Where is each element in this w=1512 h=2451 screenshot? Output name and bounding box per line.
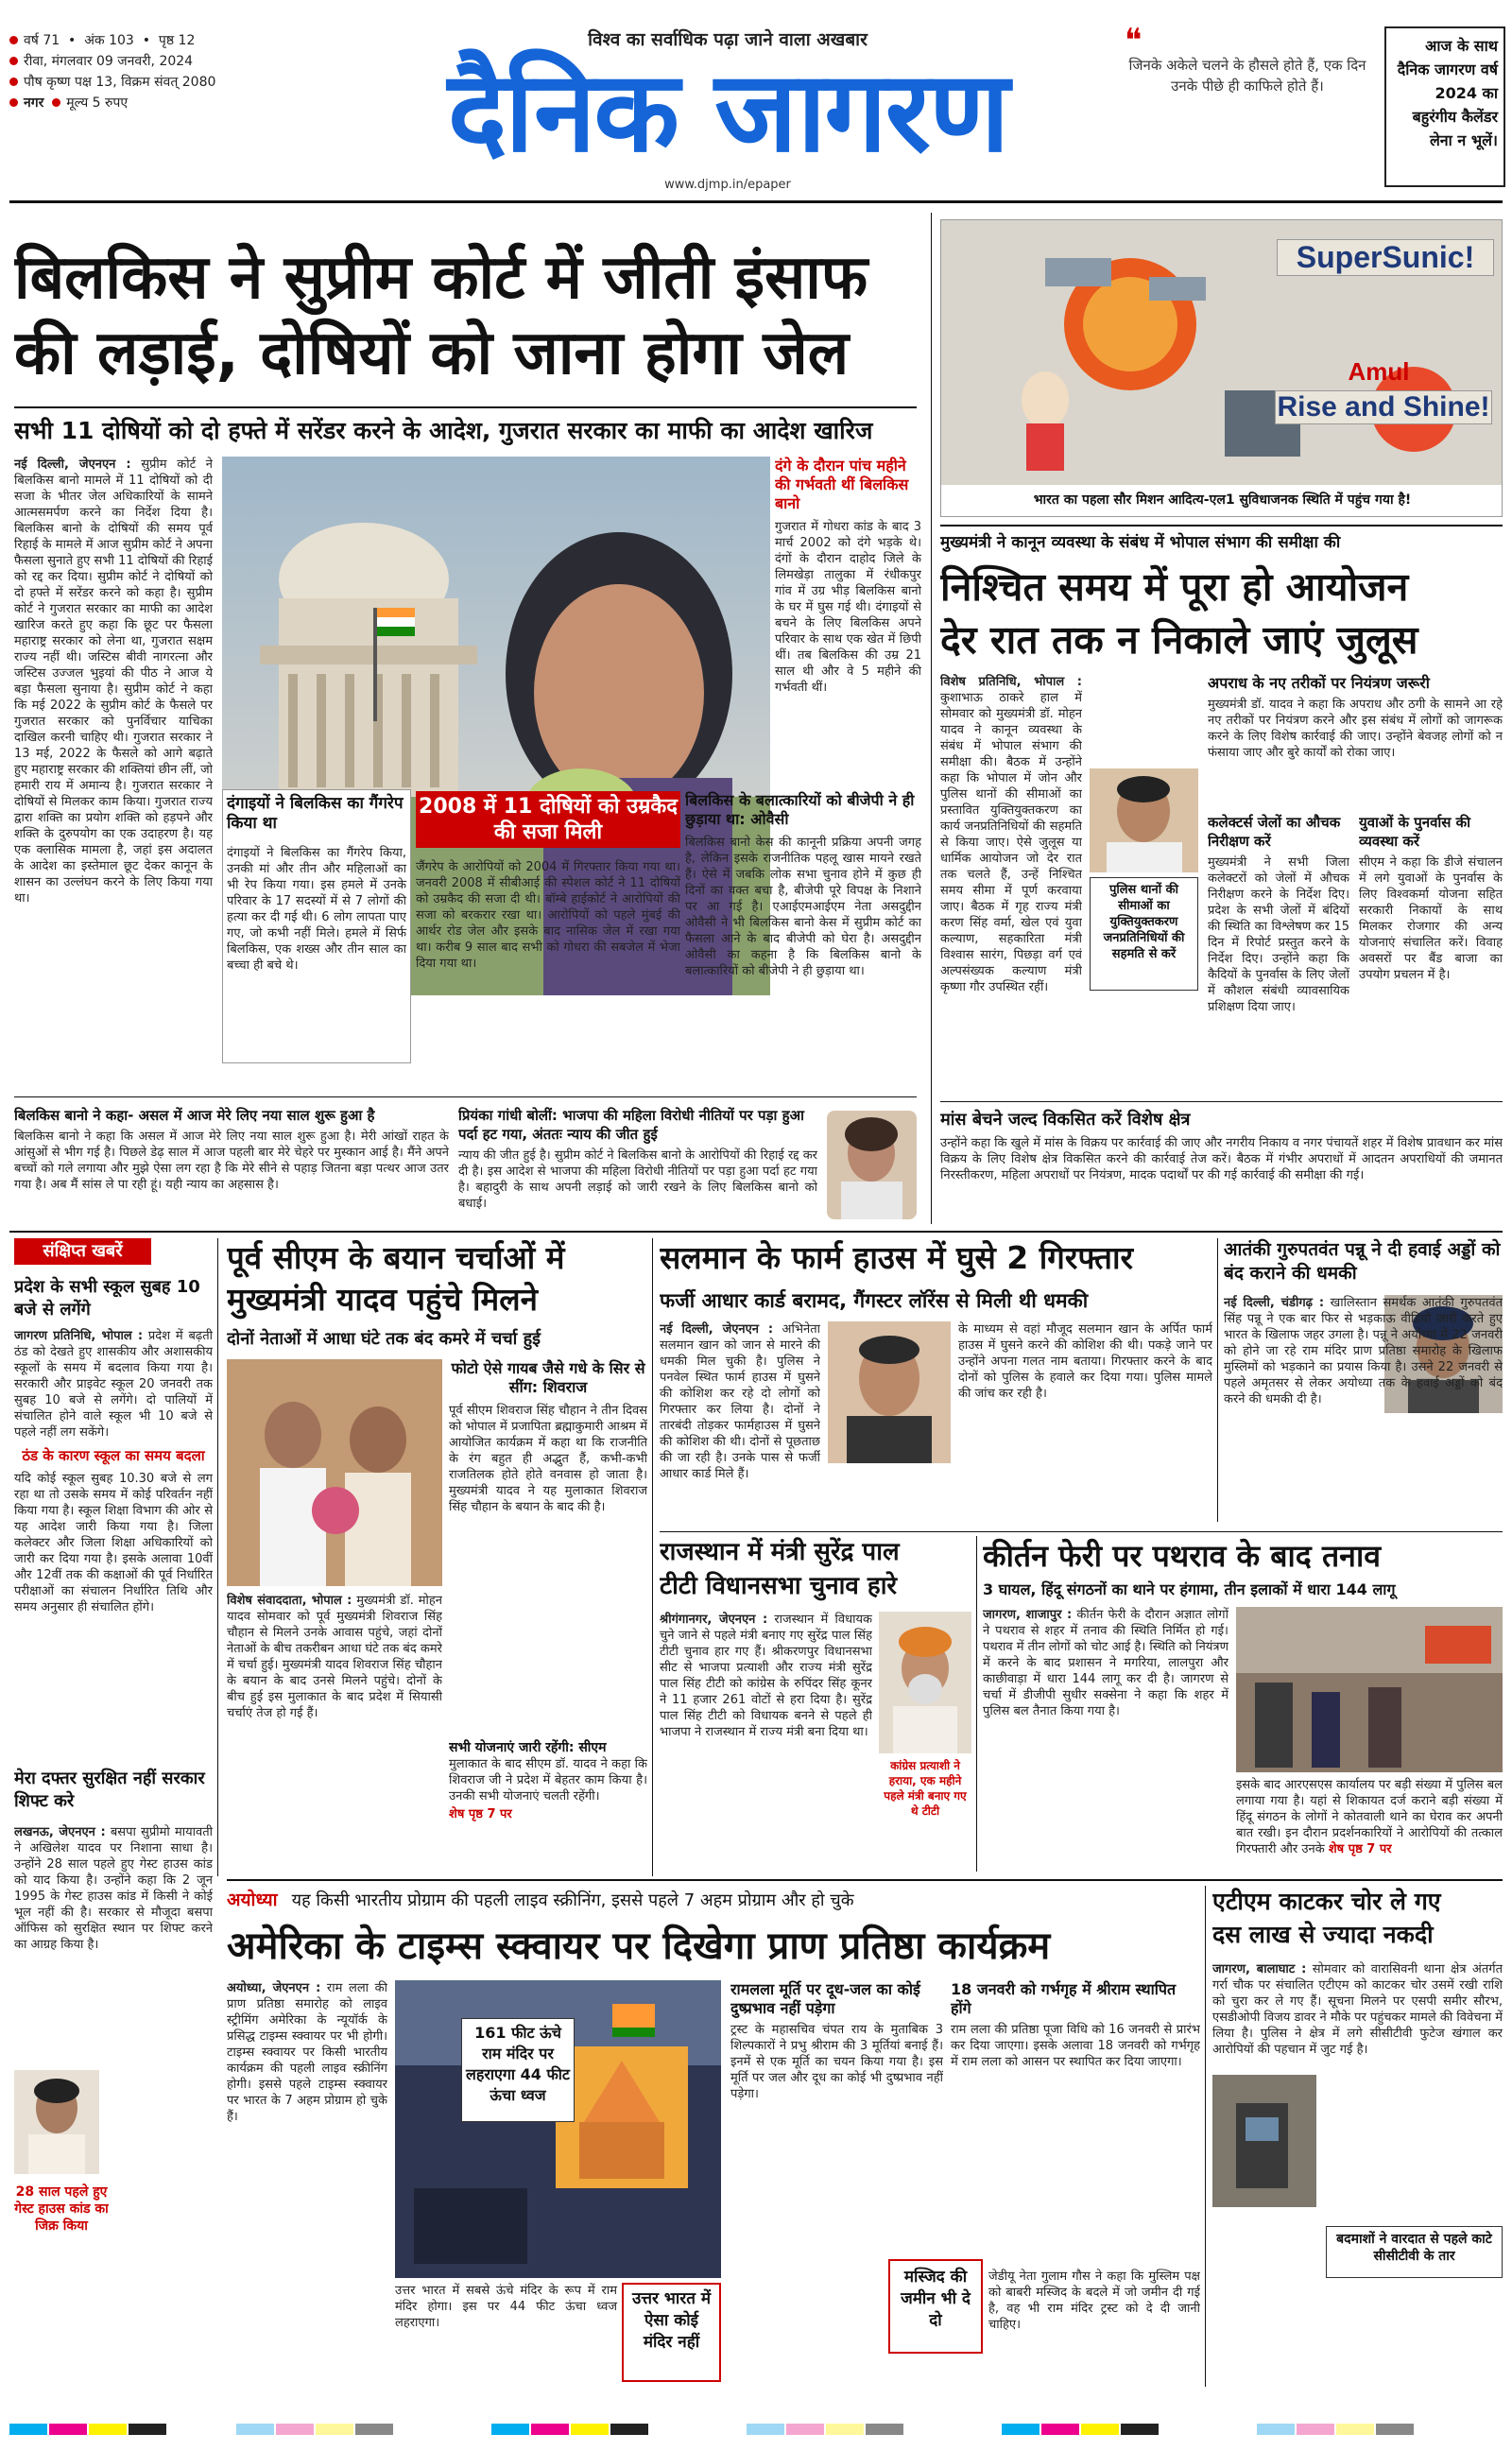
sidebar-title: दंगे के दौरान पांच महीने की गर्भवती थीं बिलकिस बानो <box>775 457 909 512</box>
brief1-box: ठंड के कारण स्कूल का समय बदला <box>22 1447 205 1464</box>
dateline: विशेष संवाददाता, भोपाल : <box>227 1594 352 1608</box>
atm-story <box>1212 1886 1503 2387</box>
box-title: दंगाइयों ने बिलकिस का गैंगरेप किया था <box>227 794 404 833</box>
portrait-image <box>879 1612 971 1753</box>
ayodhya-body-2: उत्तर भारत में सबसे ऊंचे मंदिर के रूप में राम मंदिर होगा। इस पर 44 फीट ऊंचा ध्वज लहराएगा। उत्तर भारत में ऐसा कोई मंदिर नहीं <box>395 2283 721 2382</box>
lead-body <box>14 457 213 1080</box>
salman-body-2 <box>958 1321 1212 1534</box>
rajasthan-headline-1: राजस्थान में मंत्री सुरेंद्र पाल <box>660 1538 900 1566</box>
col-body: राम लला की प्रतिष्ठा पूजा विधि को 16 जनवरी से प्रारंभ कर दिया जाएगा। इसके अलावा 18 जनवरी को गर्भगृह में राम लला को आसन पर स्थापित कर दिया जाएगा। <box>951 2023 1200 2069</box>
cm-headline-2: देर रात तक न निकाले जाएं जुलूस <box>940 617 1418 663</box>
cm-photo-caption: पुलिस थानों की सीमाओं का युक्तियुक्तकरण जनप्रतिनिधियों की सहमति से करें <box>1090 877 1198 991</box>
kirtan-body <box>983 1607 1228 1872</box>
column-divider <box>652 1238 653 1876</box>
salman-headline: सलमान के फार्म हाउस में घुसे 2 गिरफ्तार <box>660 1239 1133 1276</box>
jail-subsection <box>1208 813 1349 1096</box>
ayodhya-headline: अमेरिका के टाइम्स स्क्वायर पर दिखेगा प्राण प्रतिष्ठा कार्यक्रम <box>227 1925 1051 1968</box>
date-line: रीवा, मंगलवार 09 जनवरी, 2024 <box>9 51 340 72</box>
masthead-logo: दैनिक जागरण <box>447 45 1008 177</box>
col-body: ट्रस्ट के महासचिव चंपत राय के मुताबिक 3 शिल्पकारों ने प्रभु श्रीराम की 3 मूर्तियां बनाई हैं। इनमें से एक मूर्ति का चयन किया गया है। इस मूर्ति पर जल और दूध का कोई भी दुष्प्रभाव नहीं पड़ेगा। <box>730 2023 943 2101</box>
header-divider <box>9 200 1503 203</box>
meet-subhead: दोनों नेताओं में आधा घंटे तक बंद कमरे में चर्चा हुई <box>227 1329 541 1349</box>
col-title: रामलला मूर्ति पर दूध-जल का कोई दुष्प्रभाव नहीं पड़ेगा <box>730 1980 920 2017</box>
meet-side-body: पूर्व सीएम शिवराज सिंह चौहान ने तीन दिवस को भोपाल में प्रजापिता ब्रह्माकुमारी आश्रम में आयोजित कार्यक्रम में कहा था कि राजनीति के रंग बहुत ही अद्भुत हैं, कभी-कभी राजतिलक होते होते वनवास हो जाता है। मुख्यमंत्री यादव ने यह मुलाकात शिवराज सिंह चौहान के बयान के बाद की है। <box>449 1404 647 1514</box>
dateline: अयोध्या, जेएनएन : <box>227 1981 321 1995</box>
pannun-body-text: खालिस्तान समर्थक आतंकी गुरुपतवंत सिंह पन्नू ने एक बार फिर से भड़काऊ वीडियो जारी करते हुए भारत के खिलाफ जहर उगला है। पन्नू ने अयोध्या में 22 जनवरी को होने जा रहे राम मंदिर प्राण प्रतिष्ठा समारोह के खिलाफ मुस्लिमों को भड़काने का प्रयास किया है। उसने 22 जनवरी से पहले अमृतसर से लेकर अयोध्या तक के हवाई अड्डों को बंद करने की धमकी दी है। <box>1224 1296 1503 1407</box>
panchang: पौष कृष्ण पक्ष 13, विक्रम संवत् 2080 <box>9 72 340 93</box>
brief1-title: प्रदेश के सभी स्कूल सुबह 10 बजे से लगेंगे <box>14 1277 200 1320</box>
issue-meta: वर्ष 71 • अंक 103 • पृष्ठ 12 <box>9 30 340 51</box>
flag-caption: 161 फीट ऊंचे राम मंदिर पर लहराएगा 44 फीट ऊंचा ध्वज <box>461 2018 575 2122</box>
amul-cartoon <box>940 219 1503 517</box>
atm-headline-1: एटीएम काटकर चोर ले गए <box>1212 1888 1441 1915</box>
cartoon-slogan: Rise and Shine! <box>1275 390 1492 424</box>
dateline: जागरण, शाजापुर : <box>983 1608 1073 1622</box>
section-divider <box>227 1879 1503 1881</box>
sidebar-body: गुजरात में गोधरा कांड के बाद 3 मार्च 2002 को दंगे भड़के थे। दंगों के दौरान दाहोद जिले के लिमखेड़ा तालुका में रंधीकपुर गांव में उग्र भीड़ बिलकिस बानो के घर में घुस गई थी। दंगाइयों से बचने के लिए बिलकिस अपने परिवार के साथ एक खेत में छिपी थीं। तब बिलकिस की उम्र 21 साल थी और वे 5 महीने की गर्भवती थीं। <box>775 520 921 695</box>
tagline: विश्व का सर्वाधिक पढ़ा जाने वाला अखबार <box>588 29 868 50</box>
atm-caption: बदमाशों ने वारदात से पहले काटे सीसीटीवी के तार <box>1326 2226 1503 2278</box>
ayodhya-body <box>227 1980 387 2382</box>
brief1-body <box>14 1328 213 1763</box>
brief-body-text: यदि कोई स्कूल सुबह 10.30 बजे से लग रहा था तो उसके समय में कोई परिवर्तन नहीं किया गया है। स्कूल शिक्षा विभाग की ओर से यह आदेश जारी किया गया है। जिला कलेक्टर और जिला शिक्षा अधिकारियों को जारी कर दिया गया है। इसके अलावा 10वीं और 12वीं तक की कक्षाओं की पूर्व निर्धारित परीक्षाओं का संचालन निर्धारित तिथि और समय अनुसार ही संचालित होंगे। <box>14 1472 213 1614</box>
meet-photo <box>227 1359 442 1586</box>
quote-icon: ❝ <box>1125 26 1143 60</box>
lead-story <box>14 213 926 1229</box>
issue-info <box>9 30 340 172</box>
subsection-title: युवाओं के पुनर्वास की व्यवस्था करें <box>1359 814 1471 850</box>
masjid-box: मस्जिद की जमीन भी दे दो <box>888 2259 983 2354</box>
cartoon-brand: Amul <box>1348 357 1410 386</box>
tt-photo <box>879 1612 971 1753</box>
cm-story <box>940 525 1503 1243</box>
continued-link[interactable]: शेष पृष्ठ 7 पर <box>449 1807 512 1821</box>
box-body: जैंगरेप के आरोपियों को 2004 में गिरफ्तार किया गया था। जनवरी 2008 में सीबीआई की स्पेशल कोर्ट ने 11 दोषियों को उम्रकैद की सजा दी थी। बॉम्बे हाईकोर्ट ने आरोपियों की सजा को बरकरार रखा था। आरोपियों को पहले मुंबई की आर्थर रोड जेल और इसके बाद नासिक जेल में रखा गया था। करीब 9 साल बाद सभी को गोधरा की सबजेल में भेजा दिया गया था। <box>416 860 680 971</box>
ayodhya-label: अयोध्या <box>227 1890 278 1910</box>
portrait-image <box>1090 768 1198 872</box>
atm-scene-photo <box>1212 2075 1316 2207</box>
box-body: दंगाइयों ने बिलकिस का गैंगरेप किया, उनकी मां और तीन और महिलाओं का भी रेप किया गया। इस हमले में उनके परिवार के 17 सदस्यों में से 7 लोगों की हत्या कर दी गई थी। 6 लोग लापता पाए गए, जो कभी नहीं मिले। हमले में सिर्फ बिलकिस, एक शख्स और तीन साल का बच्चा ही बचे थे। <box>227 846 406 973</box>
bullet-icon <box>9 36 18 44</box>
divider <box>660 1531 1503 1532</box>
salman-story <box>660 1238 1212 1541</box>
masjid-body-text: जेडीयू नेता गुलाम गौस ने कहा कि मुस्लिम पक्ष को बाबरी मस्जिद के बदले में जो जमीन दी गई है, वह भी राम मंदिर ट्रस्ट को दे दी जानी चाहिए। <box>988 2270 1200 2332</box>
dateline: जागरण प्रतिनिधि, भोपाल : <box>14 1329 144 1343</box>
subsection-body: उन्होंने कहा कि खुले में मांस के विक्रय पर कार्रवाई की जाए और नगरीय निकाय व नगर पंचायतें शहर में विशेष प्रावधान कर मांस विक्रय के लिए विशेष क्षेत्र विकसित करने की कार्रवाई तेज करें। बैठक में गंभीर अपराधों में आदतन अपराधियों की जमानत निरस्तीकरण, महिला अपराधों पर नियंत्रण, मादक पदार्थों पर की गई कार्रवाई की समीक्षा की गई। <box>940 1136 1503 1182</box>
column-divider <box>976 1536 977 1872</box>
meet-side <box>449 1359 647 1737</box>
owaisi-box <box>685 791 921 1084</box>
brief2-title: मेरा दफ्तर सुरक्षित नहीं सरकार शिफ्ट करे <box>14 1769 205 1811</box>
epaper-url[interactable]: www.djmp.in/epaper <box>664 178 791 192</box>
box-title: 2008 में 11 दोषियों को उम्रकैद की सजा मिली <box>416 791 680 848</box>
rajasthan-story <box>660 1536 971 1872</box>
column-divider <box>931 213 932 1224</box>
crime-subsection <box>1208 674 1503 816</box>
cm-photo-col <box>1090 674 1198 1090</box>
box-title: बिलकिस के बलात्कारियों को बीजेपी ने ही छुड़ाया था: ओवैसी <box>685 791 915 828</box>
kirtan-headline: कीर्तन फेरी पर पथराव के बाद तनाव <box>983 1538 1382 1574</box>
brief-body-text: प्रदेश में बढ़ती ठंड को देखते हुए शासकीय और अशासकीय स्कूलों के समय में बदलाव किया गया है। सरकारी और प्राइवेट स्कूल 20 जनवरी तक सुबह 10 बजे से लगेंगे। दो पालियों में संचालित होने वाले स्कूल भी 10 बजे से पहले नहीं लग सकेंगे। <box>14 1329 213 1440</box>
registration-strip <box>0 2420 1512 2439</box>
youth-subsection <box>1359 813 1503 1096</box>
portrait-image <box>14 2070 99 2174</box>
tt-caption: कांग्रेस प्रत्याशी ने हराया, एक महीने पहले मंत्री बनाए गए थे टीटी <box>884 1759 967 1818</box>
box-body: बिलकिस बानो केस की कानूनी प्रक्रिया अपनी जगह है, लेकिन इसके राजनीतिक पहलू खास मायने रखते हैं। ऐसे में जबकि लोक सभा चुनाव होने में कुछ ही दिनों का वक्त बचा है, बीजेपी पूरे विपक्ष के निशाने पर आ गई है। एआईएमआईएम नेता असदुद्दीन ओवैसी ने भी बिलकिस बानो केस में सुप्रीम कोर्ट का फैसला आने के बाद बीजेपी को घेरा है। असदुद्दीन ओवैसी का कहना है कि बिलकिस बानो के बलात्कारियों को बीजेपी ने ही छुड़ाया था। <box>685 836 921 978</box>
calendar-ad: आज के साथ दैनिक जागरण वर्ष 2024 का बहुरंगीय कैलेंडर लेना न भूलें। <box>1384 26 1505 187</box>
pannun-body <box>1224 1295 1503 1522</box>
divider <box>14 1096 917 1097</box>
column-divider <box>1217 1238 1218 1522</box>
subsection-body: मुख्यमंत्री डॉ. यादव ने कहा कि अपराध और ठगी के सामने आ रहे नए तरीकों पर नियंत्रण करने और इस संबंध में लोगों को जागरूक करने के लिए विशेष कार्रवाई की जाए। उन्होंने बेवजह लोगों को न फंसाया जाए और बुरे कार्यों को रोका जाए। <box>1208 698 1503 760</box>
divider <box>940 525 1503 526</box>
brief2-body <box>14 1824 213 2061</box>
mayawati-photo <box>14 2070 99 2174</box>
divider <box>14 406 917 408</box>
subsection-body: मुलाकात के बाद सीएम डॉ. यादव ने कहा कि शिवराज जी ने प्रदेश में बेहतर काम किया है। उनकी सभी योजनाएं चलती रहेंगी। <box>449 1757 647 1804</box>
salman-body <box>660 1321 820 1534</box>
meet-sub <box>449 1739 647 1872</box>
continued-link[interactable]: शेष पृष्ठ 7 पर <box>1328 1842 1392 1856</box>
meet-photo-quote: फोटो ऐसे गायब जैसे गधे के सिर से सींग: शिवराज <box>451 1359 645 1396</box>
salman-subhead: फर्जी आधार कार्ड बरामद, गैंगस्टर लॉरेंस से मिली थी धमकी <box>660 1289 1089 1312</box>
priyanka-photo <box>827 1111 917 1219</box>
section-divider <box>9 1231 1503 1233</box>
briefs-column <box>14 1238 213 2387</box>
subsection-title: कलेक्टर्स जेलों का औचक निरीक्षण करें <box>1208 814 1341 850</box>
priyanka-story <box>458 1106 817 1224</box>
bullet-icon <box>9 57 18 65</box>
meet-body <box>227 1593 442 1867</box>
briefs-title: संक्षिप्त खबरें <box>14 1238 151 1265</box>
ayodhya-col3 <box>951 1980 1200 2264</box>
verdict-box <box>416 791 680 1065</box>
salman-body-text: के माध्यम से वहां मौजूद सलमान खान के अर्पित फार्म हाउस में घुसने करने की कोशिश की थी। पकड़े जाने पर उन्होंने अपना गलत नाम बताया। गिरफ्तार करने के बाद दोनों को पुलिस के हवाले कर दिया गया। पुलिस मामले की जांच कर रही है। <box>958 1322 1212 1401</box>
dateline: विशेष प्रतिनिधि, भोपाल : <box>940 675 1082 689</box>
meet-headline-2: मुख्यमंत्री यादव पहुंचे मिलने <box>227 1281 538 1318</box>
priyanka-title: प्रियंका गांधी बोलीं: भाजपा की महिला विरोधी नीतियों पर पड़ा हुआ पर्दा हट गया, अंततः न्याय की जीत हुई <box>458 1107 804 1143</box>
dateline: जागरण, बालाघाट : <box>1212 1962 1307 1976</box>
kirtan-body-text: कीर्तन फेरी के दौरान अज्ञात लोगों ने पथराव से शहर में तनाव की स्थिति निर्मित हो गई। पथराव में तीन लोगों को चोट आई है। स्थिति को नियंत्रण में करने के बाद प्रशासन ने मगरिया, लालपुरा और काछीवाड़ा में धारा 144 लागू कर दी है। जागरण से चर्चा में डीजीपी सुधीर सक्सेना ने कहा कि शहर में पुलिस बल तैनात किया गया है। <box>983 1608 1228 1718</box>
cm-body-text: कुशाभाऊ ठाकरे हाल में सोमवार को मुख्यमंत्री डॉ. मोहन यादव ने कानून व्यवस्था के संबंध में भोपाल संभाग की समीक्षा की। बैठक में उन्होंने कहा कि भोपाल में जोन और पुलिस थानों की सीमाओं का प्रस्तावित युक्तियुक्तकरण का कार्य जनप्रतिनिधियों की सहमति से किया जाए। ऐसे जुलूस या धार्मिक आयोजन जो देर रात तक चलते हैं, उन्हें निश्चित समय सीमा में पूर्ण करवाया जाए। बैठक में गृह राज्य मंत्री करण सिंह वर्मा, खेल एवं युवा कल्याण, सहकारिता मंत्री विश्वास सारंग, पिछड़ा वर्ग एवं अल्पसंख्यक कल्याण मंत्री कृष्णा गौर उपस्थित रहीं। <box>940 691 1082 994</box>
pannun-headline: आतंकी गुरुपतवंत पन्नू ने दी हवाई अड्डों को बंद कराने की धमकी <box>1224 1239 1501 1284</box>
meet-headline-1: पूर्व सीएम के बयान चर्चाओं में <box>227 1239 565 1276</box>
portrait-image <box>827 1111 917 1219</box>
quote-title: बिलकिस बानो ने कहा- असल में आज मेरे लिए नया साल शुरू हुआ है <box>14 1107 375 1124</box>
mayawati-caption: 28 साल पहले हुए गेस्ट हाउस कांड का जिक्र किया <box>14 2184 109 2234</box>
lead-body-text: सुप्रीम कोर्ट ने बिलकिस बानो मामले में 11 दोषियों को दी सजा के भीतर जेल अधिकारियों के सामने आत्मसमर्पण करने का निर्देश दिया है। बिलकिस बानो के दोषियों की समय पूर्व रिहाई के मामले में आज सुप्रीम कोर्ट ने अपना फैसला सुनाते हुए सभी 11 दोषियों की रिहाई को रद्द कर दिया। सुप्रीम कोर्ट ने दोषियों को दो हफ्ते में सरेंडर करने को कहा है। सुप्रीम कोर्ट ने गुजरात सरकार का माफी का आदेश खारिज करते हुए कहा कि छूट पर फैसला महाराष्ट्र सरकार को लेना था, गुजरात सक्षम राज्य नहीं थी। जस्टिस बीवी नागरत्ना और जस्टिस उज्जल भुइयां की पीठ ने आज ये बड़ा फैसला सुनाया है। सुप्रीम कोर्ट ने कहा कि मई 2022 के सुप्रीम कोर्ट के फैसले पर गुजरात सरकार को पुनर्विचार याचिका दाखिल करनी चाहिए थी। गुजरात सरकार ने 13 मई, 2022 के फैसले को आगे बढ़ाते हुए महाराष्ट्र सरकार की शक्तियां छीन लीं, जो हमारी राय में अमान्य है। गुजरात सरकार ने दोषियों से मिलकर काम किया। गुजरात राज्य द्वारा शक्ति का प्रयोग शक्ति को हड़पने और शक्ति के दुरुपयोग का एक उदाहरण है। यह एक क्लासिक मामला है, जहां इस अदालत के आदेश का इस्तेमाल छूट देकर कानून के शासन का उल्लंघन करने के लिए किया गया था। <box>14 457 213 906</box>
edition-price: नगर मूल्य 5 रुपए <box>9 93 340 113</box>
ayodhya-story <box>227 1886 1200 2387</box>
ayodhya-kicker: यह किसी भारतीय प्रोग्राम की पहली लाइव स्क्रीनिंग, इससे पहले 7 अहम प्रोग्राम और हो चुके <box>291 1890 854 1910</box>
lead-subhead: सभी 11 दोषियों को दो हफ्ते में सरेंडर करने के आदेश, गुजरात सरकार का माफी का आदेश खारिज <box>14 417 873 444</box>
priyanka-body: न्याय की जीत हुई है। सुप्रीम कोर्ट ने बिलकिस बानो के आरोपियों की रिहाई रद्द कर दी है। इस आदेश से भाजपा की महिला विरोधी नीतियों पर पड़ा हुआ पर्दा हट गया है। बहादुरी के साथ अपनी लड़ाई को जारी रखने के लिए बिलकिस बानो को बधाई। <box>458 1148 817 1211</box>
subsection-title: सभी योजनाएं जारी रहेंगी: सीएम <box>449 1740 607 1755</box>
kirtan-subhead: 3 घायल, हिंदू संगठनों का थाने पर हंगामा, तीन इलाकों में धारा 144 लागू <box>983 1580 1396 1598</box>
masjid-body <box>988 2269 1200 2382</box>
bullet-icon <box>52 98 60 107</box>
subsection-body: सीएम ने कहा कि डीजे संचालन में लगे युवाओं के पुनर्वास के लिए विश्वकर्मा योजना सहित सरकारी निकायों के साथ मिलकर रोजगार की अन्य योजनाएं संचालित करें। विवाह अवसरों पर बैंड बाजा का उपयोग प्रचलन में है। <box>1359 855 1503 982</box>
ayodhya-kicker-bar <box>227 1886 1200 1916</box>
rajasthan-body <box>660 1612 872 1867</box>
pannun-story <box>1224 1238 1503 1522</box>
rajasthan-headline-2: टीटी विधानसभा चुनाव हारे <box>660 1572 898 1600</box>
subsection-title: मांस बेचने जल्द विकसित करें विशेष क्षेत्र <box>940 1110 1191 1130</box>
salman-photo <box>828 1321 951 1463</box>
kirtan-photo <box>1236 1607 1503 1772</box>
meat-subsection <box>940 1109 1503 1227</box>
photo-caption: उत्तर भारत में ऐसा कोई मंदिर नहीं <box>622 2283 721 2382</box>
atm-photo <box>1212 2075 1316 2207</box>
cm-kicker: मुख्यमंत्री ने कानून व्यवस्था के संबंध में भोपाल संभाग की समीक्षा की <box>940 533 1341 552</box>
lead-headline-2: की लड़ाई, दोषियों को जाना होगा जेल <box>14 319 850 388</box>
subsection-body: मुख्यमंत्री ने सभी जिला कलेक्टरों को जेलों में औचक निरीक्षण करने के निर्देश दिए। प्रदेश के सभी जेलों में बंदियों की स्थिति का विश्लेषण कर 15 दिन में रिपोर्ट प्रस्तुत करने के निर्देश दिए। उन्होंने कहा कि कैदियों के पुनर्वास के लिए जेलों में कौशल संबंधी व्यावसायिक प्रशिक्षण दिया जाए। <box>1208 855 1349 1014</box>
cm-headline-1: निश्चित समय में पूरा हो आयोजन <box>940 564 1409 610</box>
column-divider <box>1205 1886 1206 2387</box>
dateline: नई दिल्ली, जेएनएन : <box>14 457 131 472</box>
cm-body <box>940 674 1082 1090</box>
bilkis-quote <box>14 1106 449 1224</box>
ayodhya-body-text: राम लला की प्राण प्रतिष्ठा समारोह को लाइव स्ट्रीमिंग अमेरिका के न्यूयॉर्क के प्रसिद्ध टाइम्स स्क्वायर पर भी होगी। टाइम्स स्क्वायर पर किसी भारतीय कार्यक्रम की पहली लाइव स्क्रीनिंग होगी। इससे पहले टाइम्स स्क्वायर पर भारत के 7 अहम प्रोग्राम हो चुके हैं। <box>227 1981 387 2124</box>
quote-text: जिनके अकेले चलने के हौसले होते हैं, एक दिन उनके पीछे ही काफिले होते हैं। <box>1128 57 1366 95</box>
dateline: नई दिल्ली, चंडीगढ़ : <box>1224 1296 1325 1310</box>
color-registration-marks <box>0 2420 1512 2439</box>
lead-headline-1: बिलकिस ने सुप्रीम कोर्ट में जीती इंसाफ <box>14 243 868 313</box>
salman-body-text: अभिनेता सलमान खान को जान से मारने की धमकी मिल चुकी है। पुलिस ने पनवेल स्थित फार्म हाउस में घुसने की कोशिश कर रहे दो लोगों को गिरफ्तार कर लिया है। दोनों ने तारबंदी तोड़कर फार्महाउस में घुसने की कोशिश की थी। दोनों से पूछताछ की जा रही है। उनके पास से फर्जी आधार कार्ड मिले हैं। <box>660 1322 820 1481</box>
subsection-title: अपराध के नए तरीकों पर नियंत्रण जरूरी <box>1208 674 1430 692</box>
cm-meet-story <box>227 1238 647 1872</box>
column-divider <box>217 1238 218 1876</box>
bullet-icon <box>9 98 18 107</box>
rajasthan-body-text: राजस्थान में विधायक चुने जाने से पहले मंत्री बनाए गए सुरेंद्र पाल सिंह टीटी चुनाव हार गए हैं। श्रीकरणपुर विधानसभा सीट से भाजपा प्रत्याशी और राज्य मंत्री सुरेंद्र पाल सिंह टीटी को कांग्रेस के रुपिंदर सिंह कूनर ने 11 हजार 261 वोटों से हरा दिया है। सुरेंद्र पाल सिंह टीटी को विधायक बनने से पहले ही भाजपा ने राजस्थान में राज्य मंत्री बना दिया था। <box>660 1613 872 1739</box>
quote-body: बिलकिस बानो ने कहा कि असल में आज मेरे लिए नया साल शुरू हुआ है। मेरी आंखों राहत के आंसुओं से भीग गई है। पिछले डेढ़ साल में आज पहली बार मेरे चेहरे पर मुस्कान आई है। मैंने अपने बच्चों को गले लगाया और मुझे ऐसा लग रहा है कि मेरे सीने से पहाड़ जितना बड़ा पत्थर आज उतर गया है। अब मैं सांस ले पा रही हूं। यही न्याय का अहसास है। <box>14 1130 449 1192</box>
kirtan-story <box>983 1536 1503 1876</box>
dateline: श्रीगंगानगर, जेएनएन : <box>660 1613 768 1627</box>
cartoon-title: SuperSunic! <box>1277 239 1494 276</box>
kirtan-body-2 <box>1236 1777 1503 1876</box>
cartoon-caption: भारत का पहला सौर मिशन आदित्य-एल1 सुविधाजनक स्थिति में पहुंच गया है! <box>941 485 1503 517</box>
divider <box>940 1101 1503 1102</box>
dateline: नई दिल्ली, जेएनएन : <box>660 1322 774 1337</box>
brief-body-text: बसपा सुप्रीमो मायावती ने अखिलेश यादव पर निशाना साधा है। उन्होंने 28 साल पहले हुए गेस्ट हाउस कांड को याद किया है। उन्होंने कहा कि 2 जून 1995 के गेस्ट हाउस कांड में किसी ने कोई भूल नहीं की है। सरकार से मौजूदा बसपा ऑफिस को सुरक्षित स्थान पर शिफ्ट करने का आग्रह किया है। <box>14 1825 213 1952</box>
dateline: लखनऊ, जेएनएन : <box>14 1825 106 1839</box>
atm-body-text: सोमवार को वारासिवनी थाना क्षेत्र अंतर्गत गर्रा चौक पर संचालित एटीएम को काटकर चोर उसमें रखी राशि को चुरा कर ले गए हैं। सूचना मिलने पर एसपी समीर सौरभ, एसडीओपी विजय डावर ने मौके पर पहुंचकर मामले की विवेचना में लिया है। पुलिस ने क्षेत्र में लगे सीसीटीवी फुटेज खंगाल कर आरोपियों की पहचान में जुट गई है। <box>1212 1962 1503 2057</box>
meet-body-text: मुख्यमंत्री डॉ. मोहन यादव सोमवार को पूर्व मुख्यमंत्री शिवराज सिंह चौहान से मिलने उनके आवास पहुंचे, जहां दोनों नेताओं के बीच तकरीबन आधा घंटे तक बंद कमरे में चर्चा हुई। मुख्यमंत्री यादव शिवराज सिंह चौहान के बयान के बाद उनसे मिलने पहुंचे। दोनों के बीच हुई इस मुलाकात के बाद प्रदेश में सियासी चर्चाएं तेज हो गई हैं। <box>227 1594 442 1720</box>
atm-headline-2: दस लाख से ज्यादा नकदी <box>1212 1921 1434 1948</box>
bullet-icon <box>9 78 18 86</box>
street-scene-photo <box>1236 1607 1503 1772</box>
times-square-photo <box>395 1980 721 2278</box>
col-title: 18 जनवरी को गर्भगृह में श्रीराम स्थापित होंगे <box>951 1980 1177 2017</box>
gangrape-box <box>222 789 411 1063</box>
portrait-image <box>828 1321 951 1463</box>
cm-photo <box>1090 768 1198 872</box>
kirtan-body-text: इसके बाद आरएसएस कार्यालय पर बड़ी संख्या में पुलिस बल लगाया गया है। यहां से शिकायत दर्ज कराने बड़ी संख्या में हिंदू संगठन के लोगों ने कोतवाली थाने का घेराव कर अपनी बात रखी। इन दौरान प्रदर्शनकारियों ने आरोपियों की तत्काल गिरफ्तारी और उनके <box>1236 1778 1503 1856</box>
leaders-meeting-photo <box>227 1359 442 1586</box>
quote-box <box>1125 26 1370 168</box>
